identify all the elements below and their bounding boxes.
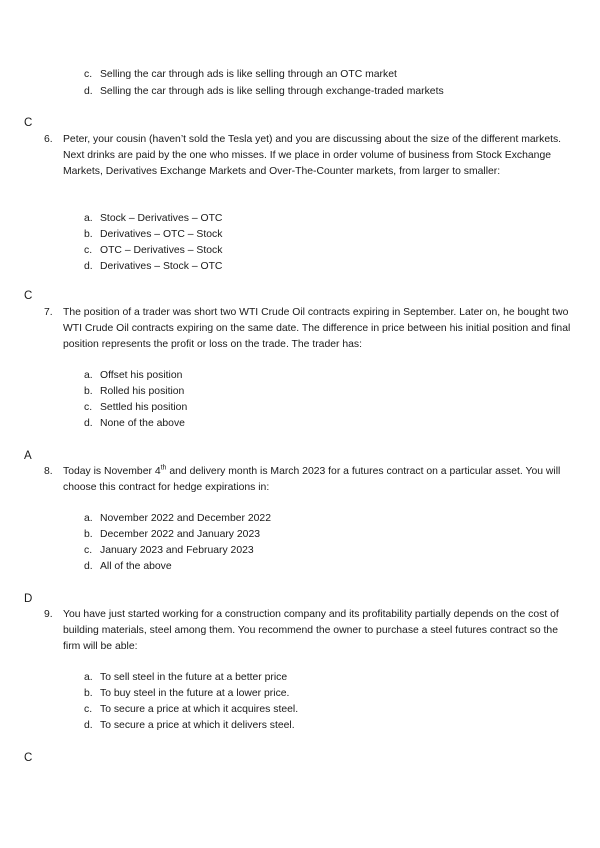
q8-option-b: b. December 2022 and January 2023	[84, 529, 261, 540]
q6-option-c: c. OTC – Derivatives – Stock	[84, 245, 223, 256]
question-text: You have just started working for a construction company and its profitability partially depends on the cost of building materials, steel among them. You recommend the owner to purchase a steel futures contract so the firm will be able:	[63, 609, 559, 652]
question-number: 7.	[44, 307, 53, 318]
q8-option-c: c. January 2023 and February 2023	[84, 545, 254, 556]
question-text: Today is November 4th and delivery month is March 2023 for a futures contract on a particular asset. You will choose this contract for hedge expirations in:	[63, 464, 561, 493]
prev-option-c: c. Selling the car through ads is like selling through an OTC market	[84, 69, 397, 80]
question-7	[44, 305, 574, 353]
q8-option-a: a. November 2022 and December 2022	[84, 513, 271, 524]
q9-answer: C	[24, 752, 33, 764]
question-text: Peter, your cousin (haven’t sold the Tesla yet) and you are discussing about the size of the different markets. Next drinks are paid by the one who misses. If we place in order volume of business from Stock Exchange Markets, Derivatives Exchange Markets and Over-The-Counter markets, from larger to smaller:	[63, 134, 562, 177]
question-6	[44, 132, 574, 180]
question-number: 9.	[44, 609, 53, 620]
q6-answer: C	[24, 290, 33, 302]
q9-option-a: a. To sell steel in the future at a better price	[84, 672, 288, 683]
q7-option-a: a. Offset his position	[84, 370, 183, 381]
q9-option-c: c. To secure a price at which it acquires steel.	[84, 704, 299, 715]
q6-option-a: a. Stock – Derivatives – OTC	[84, 213, 223, 224]
q7-option-c: c. Settled his position	[84, 402, 188, 413]
question-8	[44, 464, 574, 496]
q9-option-b: b. To buy steel in the future at a lower price.	[84, 688, 290, 699]
q6-option-b: b. Derivatives – OTC – Stock	[84, 229, 223, 240]
question-text: The position of a trader was short two WTI Crude Oil contracts expiring in September. Later on, he bought two WTI Crude Oil contracts expiring on the same date. The difference in price between his initial position and final position represents the profit or loss on the trade. The trader has:	[63, 307, 571, 350]
question-9	[44, 607, 574, 655]
q9-option-d: d. To secure a price at which it delivers steel.	[84, 720, 295, 731]
q7-option-d: d. None of the above	[84, 418, 185, 429]
prev-option-d: d. Selling the car through ads is like selling through exchange-traded markets	[84, 86, 444, 97]
q7-answer: A	[24, 450, 32, 462]
q7-option-b: b. Rolled his position	[84, 386, 185, 397]
q8-answer: D	[24, 593, 33, 605]
question-number: 6.	[44, 134, 53, 145]
prev-answer: C	[24, 117, 33, 129]
q8-option-d: d. All of the above	[84, 561, 172, 572]
question-number: 8.	[44, 466, 53, 477]
q6-option-d: d. Derivatives – Stock – OTC	[84, 261, 223, 272]
